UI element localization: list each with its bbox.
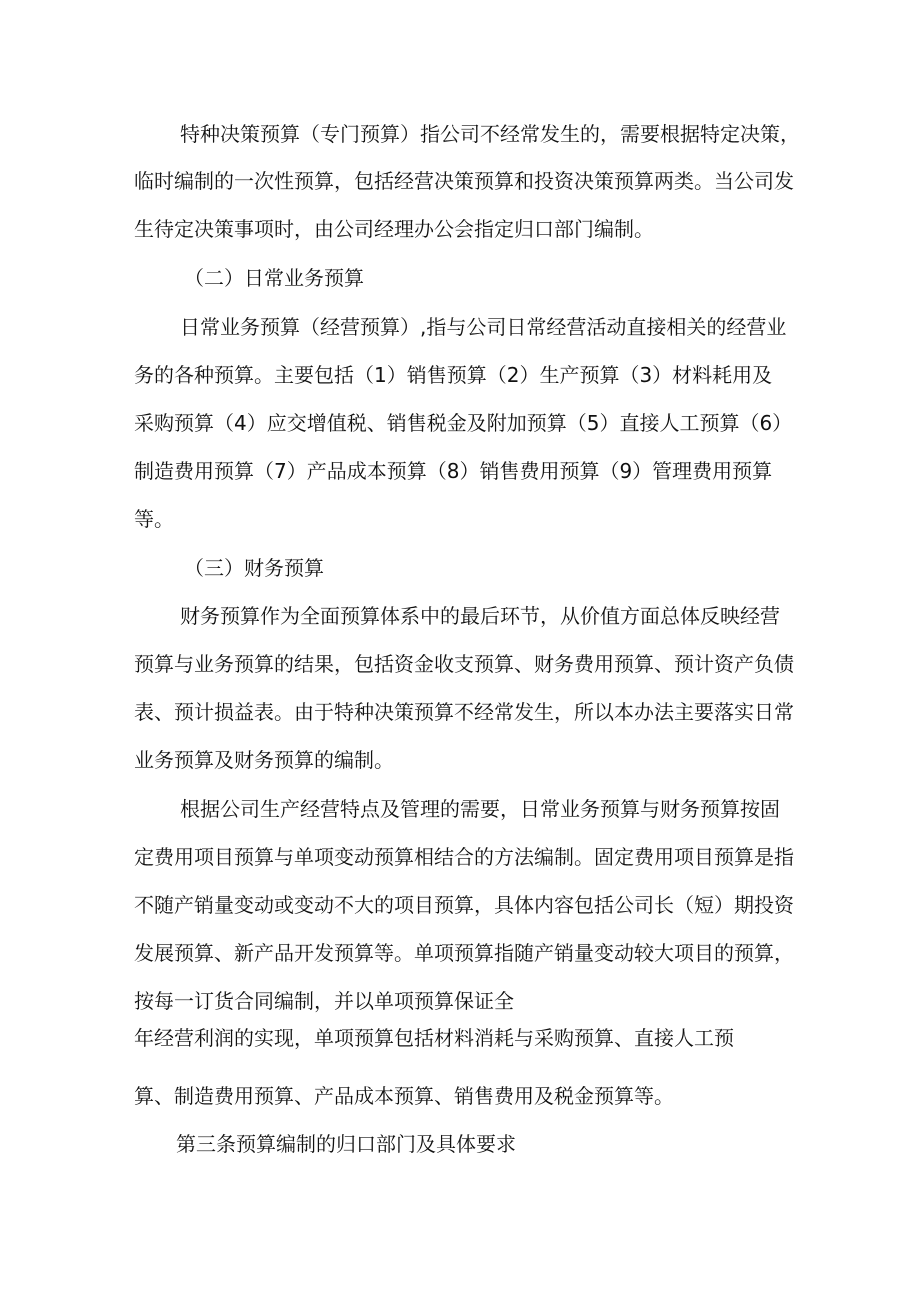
heading-daily-budget: （二）日常业务预算: [184, 266, 364, 290]
paragraph-method-line-1: 根据公司生产经营特点及管理的需要，日常业务预算与财务预算按固: [180, 797, 780, 821]
paragraph-method-line-6: 年经营利润的实现，单项预算包括材料消耗与采购预算、直接人工预: [134, 1026, 734, 1050]
paragraph-special-line-1: 特种决策预算（专门预算）指公司不经常发生的，需要根据特定决策，: [180, 122, 800, 146]
paragraph-finance-line-2: 预算与业务预算的结果，包括资金收支预算、财务费用预算、预计资产负债: [134, 652, 794, 676]
paragraph-method-line-5: 按每一订货合同编制，并以单项预算保证全: [134, 989, 514, 1013]
paragraph-method-line-3: 不随产销量变动或变动不大的项目预算，具体内容包括公司长（短）期投资: [134, 893, 794, 917]
paragraph-method-line-7: 算、制造费用预算、产品成本预算、销售费用及税金预算等。: [134, 1084, 674, 1108]
paragraph-finance-line-4: 业务预算及财务预算的编制。: [134, 748, 394, 772]
paragraph-special-line-3: 生待定决策事项时，由公司经理办公会指定归口部门编制。: [134, 217, 654, 241]
paragraph-finance-line-3: 表、预计损益表。由于特种决策预算不经常发生，所以本办法主要落实日常: [134, 700, 794, 724]
paragraph-daily-line-5: 等。: [134, 507, 174, 531]
paragraph-method-line-4: 发展预算、新产品开发预算等。单项预算指随产销量变动较大项目的预算，: [134, 941, 794, 965]
article-three-title: 第三条预算编制的归口部门及具体要求: [176, 1132, 516, 1156]
paragraph-special-line-2: 临时编制的一次性预算，包括经营决策预算和投资决策预算两类。当公司发: [134, 169, 794, 193]
heading-finance-budget: （三）财务预算: [184, 556, 324, 580]
paragraph-method-line-2: 定费用项目预算与单项变动预算相结合的方法编制。固定费用项目预算是指: [134, 845, 794, 869]
paragraph-daily-line-2: 务的各种预算。主要包括（1）销售预算（2）生产预算（3）材料耗用及: [134, 363, 773, 387]
paragraph-daily-line-4: 制造费用预算（7）产品成本预算（8）销售费用预算（9）管理费用预算: [134, 459, 773, 483]
paragraph-finance-line-1: 财务预算作为全面预算体系中的最后环节，从价值方面总体反映经营: [180, 604, 780, 628]
paragraph-daily-line-1: 日常业务预算（经营预算）,指与公司日常经营活动直接相关的经营业: [180, 315, 787, 339]
paragraph-daily-line-3: 采购预算（4）应交增值税、销售税金及附加预算（5）直接人工预算（6）: [134, 411, 793, 435]
